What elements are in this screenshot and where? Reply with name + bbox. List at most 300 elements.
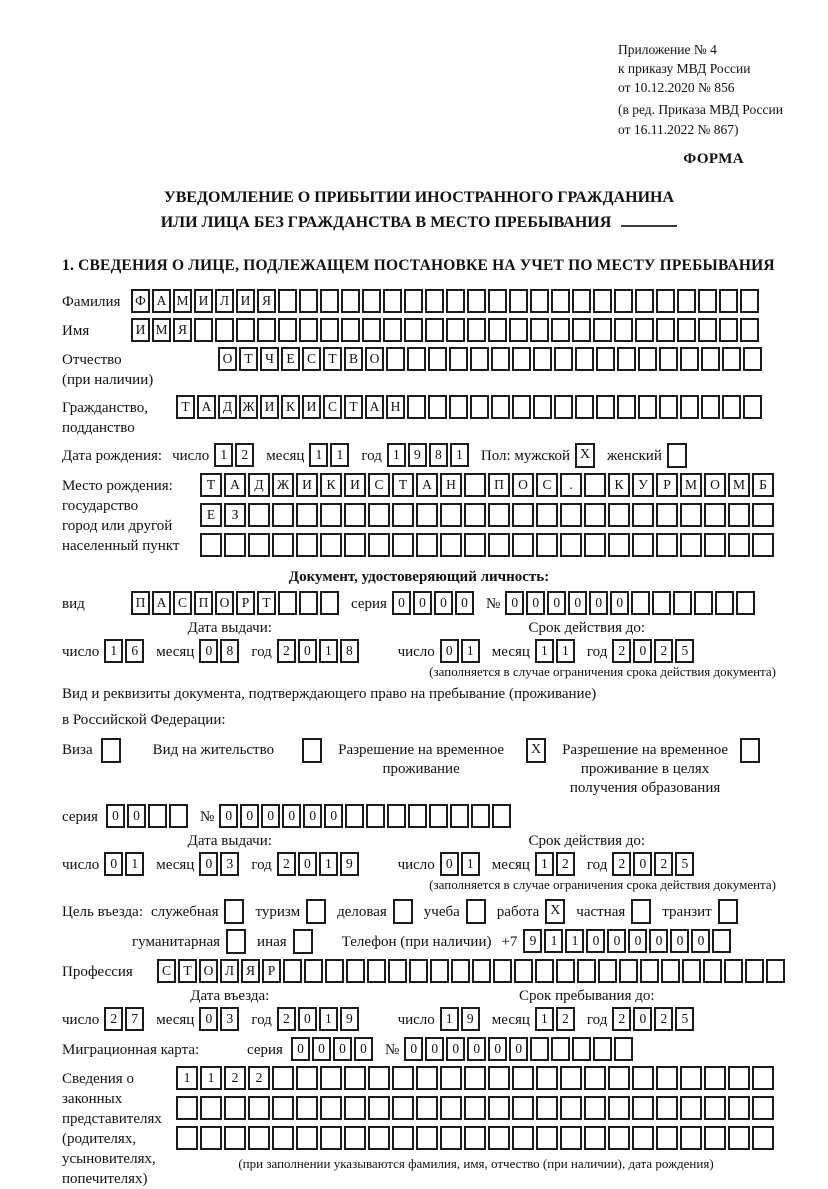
issue-year-cell[interactable]: 0	[298, 852, 317, 876]
patronymic-cell[interactable]: О	[218, 347, 237, 371]
firstname-cell[interactable]: И	[131, 318, 150, 342]
birthplace-cell[interactable]: С	[368, 473, 390, 497]
birthplace-cell[interactable]	[704, 533, 726, 557]
citizenship-cell[interactable]: С	[323, 395, 342, 419]
birth-day-cell[interactable]: 2	[235, 443, 254, 467]
birthplace-cell[interactable]	[464, 533, 486, 557]
patronymic-cell[interactable]	[617, 347, 636, 371]
birthplace-cell[interactable]: О	[704, 473, 726, 497]
expiry-day-cell[interactable]: 1	[461, 852, 480, 876]
representative-cell[interactable]	[296, 1126, 318, 1150]
firstname-cell[interactable]	[320, 318, 339, 342]
representative-cell[interactable]	[368, 1126, 390, 1150]
firstname-cell[interactable]	[488, 318, 507, 342]
representative-cell[interactable]	[632, 1066, 654, 1090]
surname-cell[interactable]	[719, 289, 738, 313]
phone-cell[interactable]: 0	[691, 929, 710, 953]
firstname-cell[interactable]	[236, 318, 255, 342]
temp-residence-edu-checkbox[interactable]	[740, 738, 760, 763]
phone-cell[interactable]: 0	[586, 929, 605, 953]
representative-cell[interactable]	[176, 1126, 198, 1150]
birth-month-cell[interactable]: 1	[330, 443, 349, 467]
stay-year-cell[interactable]: 2	[654, 1007, 673, 1031]
birthplace-cell[interactable]	[560, 533, 582, 557]
representative-cell[interactable]	[464, 1066, 486, 1090]
sex-female-checkbox[interactable]	[667, 443, 687, 468]
surname-cell[interactable]	[383, 289, 402, 313]
option-checkbox[interactable]	[466, 899, 486, 924]
birthplace-cell[interactable]	[368, 503, 390, 527]
expiry-month-cell[interactable]: 1	[535, 852, 554, 876]
birthplace-cell[interactable]: К	[608, 473, 630, 497]
firstname-cell[interactable]: М	[152, 318, 171, 342]
surname-cell[interactable]	[341, 289, 360, 313]
surname-cell[interactable]: Л	[215, 289, 234, 313]
surname-cell[interactable]	[320, 289, 339, 313]
expiry-year-cell[interactable]: 5	[675, 852, 694, 876]
citizenship-cell[interactable]: И	[302, 395, 321, 419]
representative-cell[interactable]	[224, 1126, 246, 1150]
residence-series-cell[interactable]: 0	[127, 804, 146, 828]
profession-cell[interactable]	[430, 959, 449, 983]
firstname-cell[interactable]	[635, 318, 654, 342]
birthplace-cell[interactable]: М	[680, 473, 702, 497]
residence-number-cell[interactable]	[366, 804, 385, 828]
surname-cell[interactable]	[404, 289, 423, 313]
birthplace-cell[interactable]	[632, 503, 654, 527]
phone-cell[interactable]: 1	[544, 929, 563, 953]
firstname-cell[interactable]	[362, 318, 381, 342]
doc-number-cell[interactable]	[631, 591, 650, 615]
patronymic-cell[interactable]	[491, 347, 510, 371]
surname-cell[interactable]: А	[152, 289, 171, 313]
birthplace-cell[interactable]	[584, 533, 606, 557]
profession-cell[interactable]	[703, 959, 722, 983]
representative-cell[interactable]	[632, 1096, 654, 1120]
representative-cell[interactable]: 1	[200, 1066, 222, 1090]
stay-month-cell[interactable]: 2	[556, 1007, 575, 1031]
patronymic-cell[interactable]: С	[302, 347, 321, 371]
patronymic-cell[interactable]	[449, 347, 468, 371]
birthplace-cell[interactable]: Т	[200, 473, 222, 497]
representative-cell[interactable]	[752, 1126, 774, 1150]
representative-cell[interactable]	[656, 1096, 678, 1120]
migration-number-cell[interactable]	[593, 1037, 612, 1061]
birthplace-cell[interactable]	[728, 503, 750, 527]
representative-cell[interactable]	[488, 1096, 510, 1120]
option-checkbox[interactable]: X	[545, 899, 565, 924]
birthplace-cell[interactable]	[344, 503, 366, 527]
citizenship-cell[interactable]	[638, 395, 657, 419]
representative-cell[interactable]	[224, 1096, 246, 1120]
birthplace-cell[interactable]	[512, 533, 534, 557]
surname-cell[interactable]	[278, 289, 297, 313]
patronymic-cell[interactable]	[386, 347, 405, 371]
representative-cell[interactable]	[704, 1096, 726, 1120]
migration-number-cell[interactable]: 0	[404, 1037, 423, 1061]
issue-day-cell[interactable]: 1	[104, 639, 123, 663]
representative-cell[interactable]	[272, 1126, 294, 1150]
birthplace-cell[interactable]	[584, 473, 606, 497]
entry-year-cell[interactable]: 1	[319, 1007, 338, 1031]
expiry-year-cell[interactable]: 2	[612, 852, 631, 876]
migration-series-cell[interactable]: 0	[312, 1037, 331, 1061]
patronymic-cell[interactable]	[512, 347, 531, 371]
entry-year-cell[interactable]: 9	[340, 1007, 359, 1031]
expiry-day-cell[interactable]: 0	[440, 852, 459, 876]
birthplace-cell[interactable]	[680, 503, 702, 527]
firstname-cell[interactable]	[446, 318, 465, 342]
representative-cell[interactable]	[320, 1126, 342, 1150]
surname-cell[interactable]: М	[173, 289, 192, 313]
patronymic-cell[interactable]: О	[365, 347, 384, 371]
patronymic-cell[interactable]	[701, 347, 720, 371]
surname-cell[interactable]	[467, 289, 486, 313]
migration-series-cell[interactable]: 0	[291, 1037, 310, 1061]
surname-cell[interactable]	[509, 289, 528, 313]
entry-day-cell[interactable]: 7	[125, 1007, 144, 1031]
surname-cell[interactable]	[656, 289, 675, 313]
issue-day-cell[interactable]: 1	[125, 852, 144, 876]
doc-number-cell[interactable]	[694, 591, 713, 615]
citizenship-cell[interactable]	[407, 395, 426, 419]
birthplace-cell[interactable]: Ж	[272, 473, 294, 497]
profession-cell[interactable]	[598, 959, 617, 983]
surname-cell[interactable]: И	[194, 289, 213, 313]
firstname-cell[interactable]	[614, 318, 633, 342]
residence-permit-checkbox[interactable]	[302, 738, 322, 763]
birthplace-cell[interactable]: Д	[248, 473, 270, 497]
migration-number-cell[interactable]: 0	[425, 1037, 444, 1061]
doc-number-cell[interactable]	[736, 591, 755, 615]
migration-number-cell[interactable]	[551, 1037, 570, 1061]
representative-cell[interactable]	[584, 1126, 606, 1150]
doc-series-cell[interactable]: 0	[434, 591, 453, 615]
birthplace-cell[interactable]	[536, 503, 558, 527]
citizenship-cell[interactable]: И	[260, 395, 279, 419]
residence-series-cell[interactable]: 0	[106, 804, 125, 828]
profession-cell[interactable]	[682, 959, 701, 983]
birthplace-cell[interactable]	[200, 533, 222, 557]
entry-year-cell[interactable]: 0	[298, 1007, 317, 1031]
profession-cell[interactable]	[619, 959, 638, 983]
birthplace-cell[interactable]	[752, 533, 774, 557]
birthplace-cell[interactable]	[752, 503, 774, 527]
visa-checkbox[interactable]	[101, 738, 121, 763]
doc-number-cell[interactable]	[715, 591, 734, 615]
birthplace-cell[interactable]: Т	[392, 473, 414, 497]
firstname-cell[interactable]	[383, 318, 402, 342]
stay-day-cell[interactable]: 1	[440, 1007, 459, 1031]
representative-cell[interactable]	[536, 1066, 558, 1090]
representative-cell[interactable]	[560, 1096, 582, 1120]
patronymic-cell[interactable]: Е	[281, 347, 300, 371]
firstname-cell[interactable]	[425, 318, 444, 342]
expiry-year-cell[interactable]: 2	[654, 852, 673, 876]
firstname-cell[interactable]	[530, 318, 549, 342]
birthplace-cell[interactable]	[656, 533, 678, 557]
representative-cell[interactable]	[464, 1096, 486, 1120]
phone-cell[interactable]	[712, 929, 731, 953]
doc-number-cell[interactable]	[673, 591, 692, 615]
surname-cell[interactable]: И	[236, 289, 255, 313]
representative-cell[interactable]	[344, 1066, 366, 1090]
expiry-month-cell[interactable]: 2	[556, 852, 575, 876]
residence-number-cell[interactable]	[492, 804, 511, 828]
citizenship-cell[interactable]: К	[281, 395, 300, 419]
issue-year-cell[interactable]: 1	[319, 639, 338, 663]
birthplace-cell[interactable]	[248, 503, 270, 527]
profession-cell[interactable]: Т	[178, 959, 197, 983]
representative-cell[interactable]	[728, 1126, 750, 1150]
patronymic-cell[interactable]	[722, 347, 741, 371]
representative-cell[interactable]	[752, 1096, 774, 1120]
representative-cell[interactable]	[488, 1066, 510, 1090]
profession-cell[interactable]: Л	[220, 959, 239, 983]
citizenship-cell[interactable]	[722, 395, 741, 419]
entry-year-cell[interactable]: 2	[277, 1007, 296, 1031]
representative-cell[interactable]	[368, 1066, 390, 1090]
representative-cell[interactable]	[248, 1096, 270, 1120]
representative-cell[interactable]	[704, 1066, 726, 1090]
expiry-month-cell[interactable]: 1	[556, 639, 575, 663]
representative-cell[interactable]	[728, 1096, 750, 1120]
profession-cell[interactable]	[745, 959, 764, 983]
phone-cell[interactable]: 0	[607, 929, 626, 953]
issue-month-cell[interactable]: 0	[199, 639, 218, 663]
residence-number-cell[interactable]	[387, 804, 406, 828]
birthplace-cell[interactable]	[608, 503, 630, 527]
birthplace-cell[interactable]: .	[560, 473, 582, 497]
profession-cell[interactable]	[766, 959, 785, 983]
citizenship-cell[interactable]: Т	[344, 395, 363, 419]
representative-cell[interactable]	[176, 1096, 198, 1120]
birthplace-cell[interactable]	[560, 503, 582, 527]
migration-series-cell[interactable]: 0	[333, 1037, 352, 1061]
doc-number-cell[interactable]: 0	[589, 591, 608, 615]
representative-cell[interactable]	[440, 1126, 462, 1150]
doc-kind-cell[interactable]: С	[173, 591, 192, 615]
residence-number-cell[interactable]	[429, 804, 448, 828]
patronymic-cell[interactable]	[470, 347, 489, 371]
stay-day-cell[interactable]: 9	[461, 1007, 480, 1031]
birthplace-cell[interactable]	[464, 503, 486, 527]
representative-cell[interactable]	[344, 1126, 366, 1150]
firstname-cell[interactable]	[278, 318, 297, 342]
representative-cell[interactable]	[272, 1066, 294, 1090]
birthplace-cell[interactable]	[296, 503, 318, 527]
stay-year-cell[interactable]: 0	[633, 1007, 652, 1031]
citizenship-cell[interactable]: Ж	[239, 395, 258, 419]
birthplace-cell[interactable]	[224, 533, 246, 557]
citizenship-cell[interactable]: Н	[386, 395, 405, 419]
stay-year-cell[interactable]: 5	[675, 1007, 694, 1031]
representative-cell[interactable]	[680, 1126, 702, 1150]
patronymic-cell[interactable]	[407, 347, 426, 371]
birthplace-cell[interactable]	[320, 503, 342, 527]
birthplace-cell[interactable]: Р	[656, 473, 678, 497]
surname-cell[interactable]	[572, 289, 591, 313]
representative-cell[interactable]	[752, 1066, 774, 1090]
surname-cell[interactable]	[446, 289, 465, 313]
representative-cell[interactable]	[416, 1096, 438, 1120]
citizenship-cell[interactable]: Д	[218, 395, 237, 419]
representative-cell[interactable]	[584, 1066, 606, 1090]
birthplace-cell[interactable]	[632, 533, 654, 557]
firstname-cell[interactable]	[194, 318, 213, 342]
firstname-cell[interactable]	[677, 318, 696, 342]
birthplace-cell[interactable]: А	[416, 473, 438, 497]
migration-number-cell[interactable]: 0	[488, 1037, 507, 1061]
birth-year-cell[interactable]: 1	[450, 443, 469, 467]
representative-cell[interactable]	[560, 1066, 582, 1090]
patronymic-cell[interactable]	[596, 347, 615, 371]
representative-cell[interactable]	[320, 1066, 342, 1090]
birthplace-cell[interactable]	[608, 533, 630, 557]
birthplace-cell[interactable]: У	[632, 473, 654, 497]
citizenship-cell[interactable]: А	[365, 395, 384, 419]
profession-cell[interactable]: Я	[241, 959, 260, 983]
patronymic-cell[interactable]	[743, 347, 762, 371]
doc-number-cell[interactable]: 0	[547, 591, 566, 615]
migration-series-cell[interactable]: 0	[354, 1037, 373, 1061]
surname-cell[interactable]	[299, 289, 318, 313]
representative-cell[interactable]	[320, 1096, 342, 1120]
citizenship-cell[interactable]	[680, 395, 699, 419]
birthplace-cell[interactable]	[344, 533, 366, 557]
residence-number-cell[interactable]: 0	[303, 804, 322, 828]
residence-number-cell[interactable]	[408, 804, 427, 828]
representative-cell[interactable]	[416, 1066, 438, 1090]
issue-year-cell[interactable]: 8	[340, 639, 359, 663]
issue-month-cell[interactable]: 8	[220, 639, 239, 663]
expiry-year-cell[interactable]: 2	[654, 639, 673, 663]
representative-cell[interactable]	[608, 1096, 630, 1120]
option-checkbox[interactable]	[393, 899, 413, 924]
citizenship-cell[interactable]	[575, 395, 594, 419]
firstname-cell[interactable]: Я	[173, 318, 192, 342]
firstname-cell[interactable]	[509, 318, 528, 342]
citizenship-cell[interactable]	[449, 395, 468, 419]
profession-cell[interactable]	[661, 959, 680, 983]
citizenship-cell[interactable]	[428, 395, 447, 419]
residence-number-cell[interactable]: 0	[240, 804, 259, 828]
birthplace-cell[interactable]	[440, 533, 462, 557]
migration-number-cell[interactable]	[572, 1037, 591, 1061]
profession-cell[interactable]	[304, 959, 323, 983]
issue-year-cell[interactable]: 2	[277, 852, 296, 876]
patronymic-cell[interactable]: Т	[239, 347, 258, 371]
firstname-cell[interactable]	[215, 318, 234, 342]
birthplace-cell[interactable]	[704, 503, 726, 527]
issue-day-cell[interactable]: 0	[104, 852, 123, 876]
birthplace-cell[interactable]	[512, 503, 534, 527]
birth-year-cell[interactable]: 8	[429, 443, 448, 467]
doc-series-cell[interactable]: 0	[392, 591, 411, 615]
patronymic-cell[interactable]	[554, 347, 573, 371]
representative-cell[interactable]: 2	[224, 1066, 246, 1090]
doc-kind-cell[interactable]: Т	[257, 591, 276, 615]
birthplace-cell[interactable]	[728, 533, 750, 557]
patronymic-cell[interactable]	[575, 347, 594, 371]
birth-month-cell[interactable]: 1	[309, 443, 328, 467]
doc-number-cell[interactable]: 0	[505, 591, 524, 615]
birthplace-cell[interactable]: О	[512, 473, 534, 497]
issue-day-cell[interactable]: 6	[125, 639, 144, 663]
phone-cell[interactable]: 0	[649, 929, 668, 953]
representative-cell[interactable]	[464, 1126, 486, 1150]
representative-cell[interactable]	[632, 1126, 654, 1150]
birthplace-cell[interactable]: А	[224, 473, 246, 497]
expiry-year-cell[interactable]: 0	[633, 639, 652, 663]
citizenship-cell[interactable]: А	[197, 395, 216, 419]
residence-number-cell[interactable]: 0	[261, 804, 280, 828]
birthplace-cell[interactable]: З	[224, 503, 246, 527]
birthplace-cell[interactable]	[248, 533, 270, 557]
residence-number-cell[interactable]	[450, 804, 469, 828]
entry-day-cell[interactable]: 2	[104, 1007, 123, 1031]
representative-cell[interactable]	[440, 1066, 462, 1090]
profession-cell[interactable]	[514, 959, 533, 983]
migration-number-cell[interactable]	[530, 1037, 549, 1061]
birth-year-cell[interactable]: 1	[387, 443, 406, 467]
temp-residence-checkbox[interactable]: X	[526, 738, 546, 763]
birthplace-cell[interactable]: И	[296, 473, 318, 497]
patronymic-cell[interactable]	[533, 347, 552, 371]
option-checkbox[interactable]	[226, 929, 246, 954]
profession-cell[interactable]	[451, 959, 470, 983]
representative-cell[interactable]	[248, 1126, 270, 1150]
firstname-cell[interactable]	[656, 318, 675, 342]
birth-day-cell[interactable]: 1	[214, 443, 233, 467]
doc-kind-cell[interactable]	[278, 591, 297, 615]
stay-month-cell[interactable]: 1	[535, 1007, 554, 1031]
issue-month-cell[interactable]: 3	[220, 852, 239, 876]
doc-kind-cell[interactable]: П	[131, 591, 150, 615]
representative-cell[interactable]	[416, 1126, 438, 1150]
representative-cell[interactable]	[608, 1126, 630, 1150]
representative-cell[interactable]	[680, 1096, 702, 1120]
firstname-cell[interactable]	[341, 318, 360, 342]
citizenship-cell[interactable]	[617, 395, 636, 419]
profession-cell[interactable]	[724, 959, 743, 983]
birthplace-cell[interactable]	[464, 473, 486, 497]
representative-cell[interactable]	[200, 1126, 222, 1150]
representative-cell[interactable]	[536, 1126, 558, 1150]
doc-number-cell[interactable]	[652, 591, 671, 615]
representative-cell[interactable]	[512, 1126, 534, 1150]
option-checkbox[interactable]	[631, 899, 651, 924]
firstname-cell[interactable]	[299, 318, 318, 342]
birth-year-cell[interactable]: 9	[408, 443, 427, 467]
representative-cell[interactable]	[680, 1066, 702, 1090]
citizenship-cell[interactable]	[596, 395, 615, 419]
representative-cell[interactable]	[656, 1066, 678, 1090]
phone-cell[interactable]: 0	[670, 929, 689, 953]
representative-cell[interactable]: 1	[176, 1066, 198, 1090]
firstname-cell[interactable]	[551, 318, 570, 342]
birthplace-cell[interactable]	[488, 503, 510, 527]
representative-cell[interactable]	[488, 1126, 510, 1150]
firstname-cell[interactable]	[593, 318, 612, 342]
surname-cell[interactable]	[677, 289, 696, 313]
representative-cell[interactable]	[440, 1096, 462, 1120]
option-checkbox[interactable]	[224, 899, 244, 924]
phone-cell[interactable]: 0	[628, 929, 647, 953]
citizenship-cell[interactable]	[701, 395, 720, 419]
surname-cell[interactable]: Я	[257, 289, 276, 313]
surname-cell[interactable]: Ф	[131, 289, 150, 313]
